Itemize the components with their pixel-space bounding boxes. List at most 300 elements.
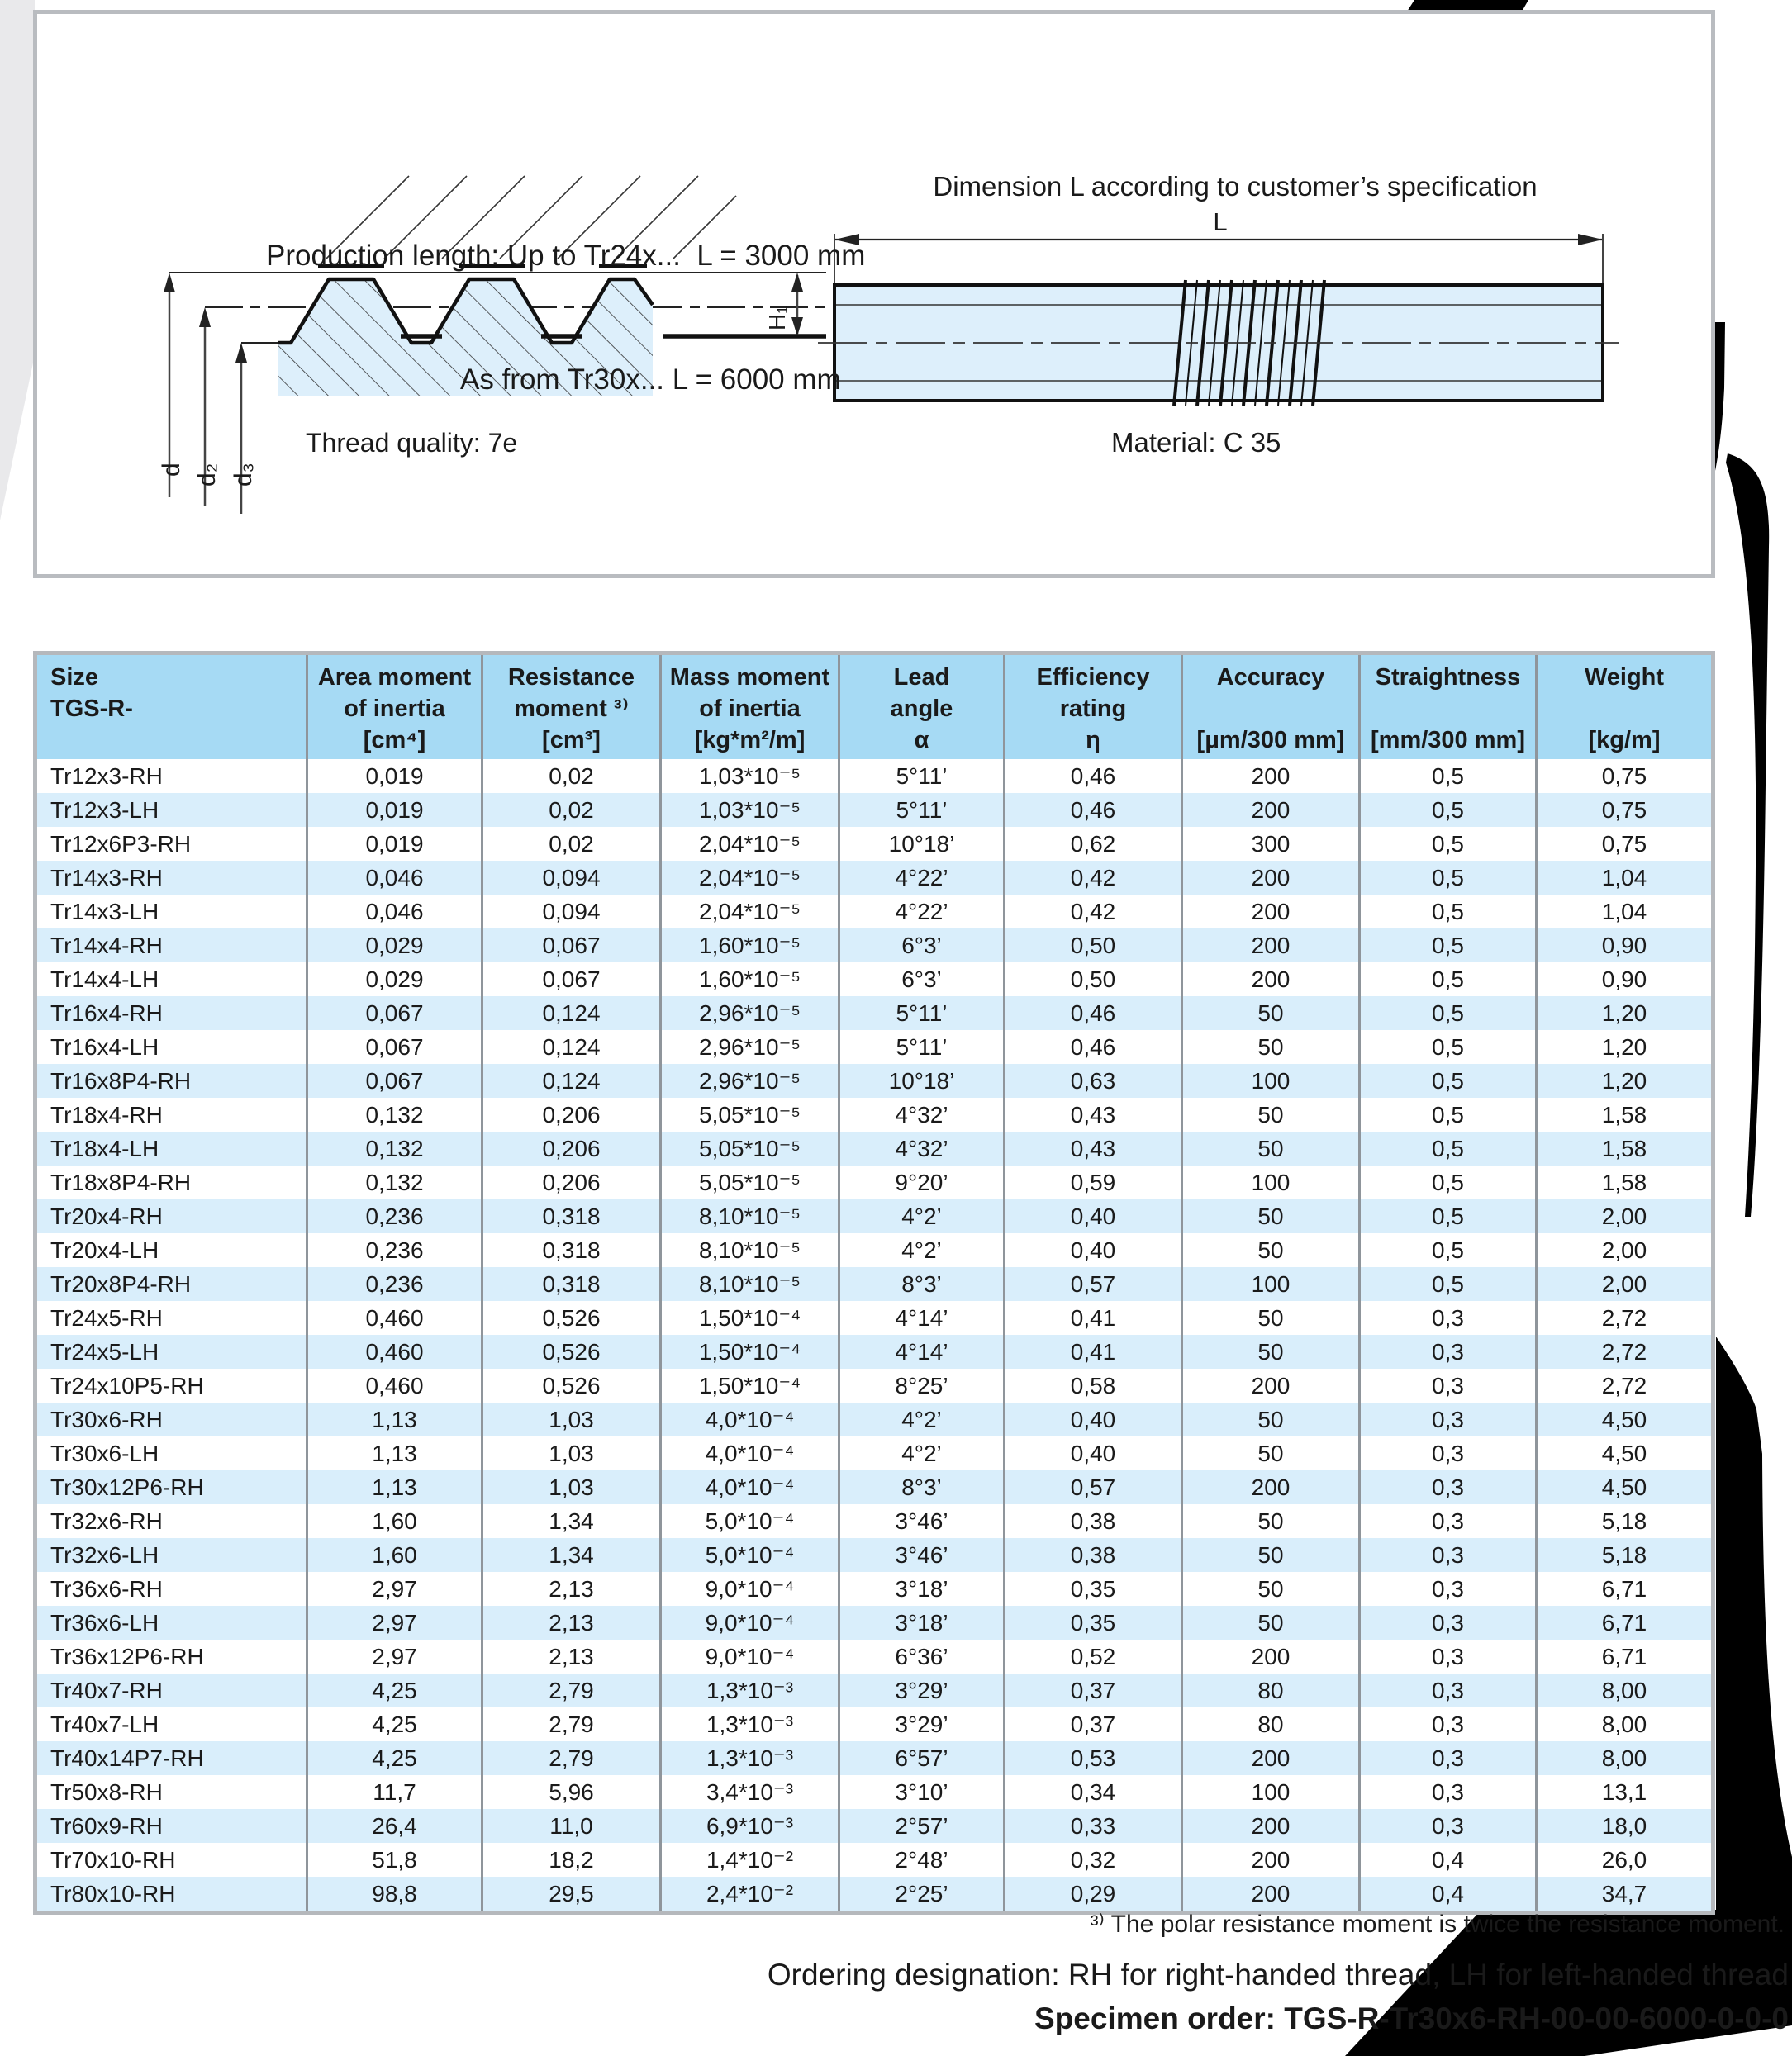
cell-accuracy: 50 — [1181, 1098, 1358, 1132]
table-row — [37, 1504, 1711, 1538]
cell-lead-angle: 4°32’ — [838, 1098, 1003, 1132]
cell-mass-moment: 2,4*10⁻² — [659, 1877, 838, 1911]
cell-lead-angle: 5°11’ — [838, 759, 1003, 793]
cell-efficiency-rating: 0,57 — [1003, 1470, 1181, 1504]
cell-mass-moment: 8,10*10⁻⁵ — [659, 1267, 838, 1301]
cell-size: Tr30x6-RH — [50, 1407, 163, 1432]
cell-efficiency-rating: 0,35 — [1003, 1606, 1181, 1640]
cell-accuracy: 50 — [1181, 1403, 1358, 1436]
cell-straightness: 0,5 — [1358, 962, 1535, 996]
cell-straightness: 0,5 — [1358, 1199, 1535, 1233]
cell-weight: 8,00 — [1535, 1674, 1711, 1707]
cell-lead-angle: 2°25’ — [838, 1877, 1003, 1911]
cell-mass-moment: 9,0*10⁻⁴ — [659, 1572, 838, 1606]
cell-weight: 1,58 — [1535, 1132, 1711, 1166]
cell-resistance-moment: 0,206 — [481, 1166, 659, 1199]
cell-area-moment: 2,97 — [306, 1606, 481, 1640]
table-row — [37, 928, 1711, 962]
cell-efficiency-rating: 0,38 — [1003, 1504, 1181, 1538]
cell-size: Tr12x3-RH — [50, 763, 163, 789]
cell-weight: 2,00 — [1535, 1233, 1711, 1267]
cell-mass-moment: 2,04*10⁻⁵ — [659, 827, 838, 861]
dimension-note: Dimension L according to customer’s specification — [933, 171, 1538, 202]
cell-resistance-moment: 2,79 — [481, 1741, 659, 1775]
table-row — [37, 759, 1711, 793]
cell-efficiency-rating: 0,58 — [1003, 1369, 1181, 1403]
cell-resistance-moment: 2,13 — [481, 1572, 659, 1606]
cell-efficiency-rating: 0,46 — [1003, 1030, 1181, 1064]
column-header-resistance-moment: Resistance moment ³⁾ [cm³] — [481, 655, 659, 759]
ordering-note: Ordering designation: RH for right-handed thread, LH for left-handed thread — [767, 1958, 1789, 1992]
cell-size: Tr32x6-LH — [50, 1542, 159, 1568]
cell-size: Tr12x6P3-RH — [50, 831, 192, 857]
cell-weight: 6,71 — [1535, 1572, 1711, 1606]
table-row — [37, 1403, 1711, 1436]
cell-accuracy: 50 — [1181, 1233, 1358, 1267]
cell-area-moment: 1,60 — [306, 1504, 481, 1538]
cell-efficiency-rating: 0,35 — [1003, 1572, 1181, 1606]
cell-weight: 5,18 — [1535, 1538, 1711, 1572]
cell-area-moment: 1,13 — [306, 1436, 481, 1470]
cell-lead-angle: 4°22’ — [838, 895, 1003, 928]
production-length-line2: As from Tr30x... L = 6000 mm — [460, 363, 841, 396]
cell-size: Tr16x8P4-RH — [50, 1068, 192, 1094]
cell-lead-angle: 8°25’ — [838, 1369, 1003, 1403]
table-row — [37, 1877, 1711, 1911]
cell-accuracy: 50 — [1181, 1436, 1358, 1470]
table-row — [37, 1674, 1711, 1707]
cell-area-moment: 0,046 — [306, 861, 481, 895]
cell-weight: 1,58 — [1535, 1098, 1711, 1132]
column-header-size: Size TGS-R- — [50, 664, 133, 722]
cell-lead-angle: 6°3’ — [838, 962, 1003, 996]
cell-weight: 4,50 — [1535, 1403, 1711, 1436]
cell-size: Tr12x3-LH — [50, 797, 159, 823]
column-header-mass-moment: Mass moment of inertia [kg*m²/m] — [659, 655, 838, 759]
cell-area-moment: 0,236 — [306, 1199, 481, 1233]
cell-accuracy: 80 — [1181, 1674, 1358, 1707]
cell-efficiency-rating: 0,57 — [1003, 1267, 1181, 1301]
cell-mass-moment: 4,0*10⁻⁴ — [659, 1403, 838, 1436]
table-header-row — [37, 655, 1711, 759]
cell-efficiency-rating: 0,41 — [1003, 1335, 1181, 1369]
cell-resistance-moment: 1,34 — [481, 1504, 659, 1538]
cell-weight: 6,71 — [1535, 1606, 1711, 1640]
cell-area-moment: 0,132 — [306, 1098, 481, 1132]
cell-efficiency-rating: 0,46 — [1003, 793, 1181, 827]
cell-weight: 0,75 — [1535, 759, 1711, 793]
column-header-weight: Weight [kg/m] — [1535, 655, 1711, 759]
cell-resistance-moment: 0,318 — [481, 1267, 659, 1301]
cell-lead-angle: 4°2’ — [838, 1436, 1003, 1470]
cell-efficiency-rating: 0,59 — [1003, 1166, 1181, 1199]
cell-area-moment: 0,132 — [306, 1166, 481, 1199]
cell-weight: 0,75 — [1535, 793, 1711, 827]
cell-area-moment: 4,25 — [306, 1674, 481, 1707]
table-row — [37, 1809, 1711, 1843]
cell-straightness: 0,5 — [1358, 895, 1535, 928]
table-row — [37, 1369, 1711, 1403]
cell-mass-moment: 5,0*10⁻⁴ — [659, 1538, 838, 1572]
cell-resistance-moment: 0,318 — [481, 1199, 659, 1233]
cell-area-moment: 2,97 — [306, 1572, 481, 1606]
cell-resistance-moment: 0,526 — [481, 1369, 659, 1403]
production-length-line1: Production length: Up to Tr24x... L = 3000 mm — [266, 240, 866, 272]
cell-resistance-moment: 2,13 — [481, 1606, 659, 1640]
cell-size: Tr16x4-LH — [50, 1034, 159, 1060]
cell-weight: 1,20 — [1535, 1030, 1711, 1064]
cell-lead-angle: 3°46’ — [838, 1538, 1003, 1572]
cell-resistance-moment: 1,03 — [481, 1403, 659, 1436]
cell-straightness: 0,3 — [1358, 1606, 1535, 1640]
table-row — [37, 1132, 1711, 1166]
cell-mass-moment: 2,96*10⁻⁵ — [659, 1030, 838, 1064]
cell-resistance-moment: 0,124 — [481, 1064, 659, 1098]
cell-area-moment: 98,8 — [306, 1877, 481, 1911]
cell-accuracy: 50 — [1181, 1572, 1358, 1606]
cell-accuracy: 200 — [1181, 1741, 1358, 1775]
cell-size: Tr24x5-RH — [50, 1305, 163, 1331]
cell-lead-angle: 3°18’ — [838, 1572, 1003, 1606]
cell-lead-angle: 5°11’ — [838, 793, 1003, 827]
cell-lead-angle: 4°14’ — [838, 1301, 1003, 1335]
cell-accuracy: 100 — [1181, 1267, 1358, 1301]
cell-area-moment: 0,067 — [306, 1030, 481, 1064]
cell-mass-moment: 2,96*10⁻⁵ — [659, 996, 838, 1030]
cell-straightness: 0,5 — [1358, 928, 1535, 962]
cell-weight: 1,04 — [1535, 861, 1711, 895]
cell-efficiency-rating: 0,42 — [1003, 895, 1181, 928]
cell-mass-moment: 9,0*10⁻⁴ — [659, 1640, 838, 1674]
table-row — [37, 1843, 1711, 1877]
cell-resistance-moment: 29,5 — [481, 1877, 659, 1911]
cell-size: Tr50x8-RH — [50, 1779, 163, 1805]
cell-lead-angle: 9°20’ — [838, 1166, 1003, 1199]
cell-accuracy: 200 — [1181, 928, 1358, 962]
cell-size: Tr36x6-LH — [50, 1610, 159, 1636]
cell-mass-moment: 4,0*10⁻⁴ — [659, 1436, 838, 1470]
cell-size: Tr18x4-LH — [50, 1136, 159, 1161]
cell-size: Tr60x9-RH — [50, 1813, 163, 1839]
cell-mass-moment: 5,05*10⁻⁵ — [659, 1132, 838, 1166]
cell-mass-moment: 5,05*10⁻⁵ — [659, 1098, 838, 1132]
cell-accuracy: 200 — [1181, 1877, 1358, 1911]
cell-weight: 0,90 — [1535, 962, 1711, 996]
cell-lead-angle: 2°57’ — [838, 1809, 1003, 1843]
table-row — [37, 1335, 1711, 1369]
cell-straightness: 0,3 — [1358, 1707, 1535, 1741]
cell-resistance-moment: 0,094 — [481, 895, 659, 928]
cell-efficiency-rating: 0,43 — [1003, 1132, 1181, 1166]
cell-resistance-moment: 0,02 — [481, 759, 659, 793]
cell-resistance-moment: 0,526 — [481, 1301, 659, 1335]
cell-accuracy: 200 — [1181, 1640, 1358, 1674]
cell-efficiency-rating: 0,34 — [1003, 1775, 1181, 1809]
cell-efficiency-rating: 0,52 — [1003, 1640, 1181, 1674]
cell-mass-moment: 1,3*10⁻³ — [659, 1674, 838, 1707]
cell-resistance-moment: 0,124 — [481, 1030, 659, 1064]
cell-area-moment: 1,13 — [306, 1470, 481, 1504]
cell-lead-angle: 6°3’ — [838, 928, 1003, 962]
cell-mass-moment: 1,03*10⁻⁵ — [659, 793, 838, 827]
cell-mass-moment: 4,0*10⁻⁴ — [659, 1470, 838, 1504]
cell-lead-angle: 3°10’ — [838, 1775, 1003, 1809]
right-black-crescent — [1726, 453, 1769, 1217]
cell-efficiency-rating: 0,32 — [1003, 1843, 1181, 1877]
cell-size: Tr30x6-LH — [50, 1441, 159, 1466]
cell-mass-moment: 1,3*10⁻³ — [659, 1707, 838, 1741]
cell-efficiency-rating: 0,40 — [1003, 1233, 1181, 1267]
cell-lead-angle: 5°11’ — [838, 1030, 1003, 1064]
cell-efficiency-rating: 0,50 — [1003, 962, 1181, 996]
cell-size: Tr18x8P4-RH — [50, 1170, 192, 1195]
cell-lead-angle: 8°3’ — [838, 1470, 1003, 1504]
cell-weight: 2,72 — [1535, 1301, 1711, 1335]
cell-resistance-moment: 5,96 — [481, 1775, 659, 1809]
cell-area-moment: 0,019 — [306, 759, 481, 793]
cell-straightness: 0,3 — [1358, 1809, 1535, 1843]
column-header-lead-angle: Lead angle α — [838, 655, 1003, 759]
cell-lead-angle: 4°2’ — [838, 1199, 1003, 1233]
cell-weight: 2,00 — [1535, 1199, 1711, 1233]
cell-straightness: 0,5 — [1358, 793, 1535, 827]
cell-weight: 2,00 — [1535, 1267, 1711, 1301]
cell-straightness: 0,5 — [1358, 1132, 1535, 1166]
table-body — [37, 759, 1711, 1911]
cell-resistance-moment: 0,067 — [481, 962, 659, 996]
cell-lead-angle: 6°36’ — [838, 1640, 1003, 1674]
cell-straightness: 0,5 — [1358, 861, 1535, 895]
cell-lead-angle: 4°14’ — [838, 1335, 1003, 1369]
cell-mass-moment: 1,50*10⁻⁴ — [659, 1369, 838, 1403]
cell-weight: 5,18 — [1535, 1504, 1711, 1538]
cell-size: Tr40x7-LH — [50, 1712, 159, 1737]
column-header-accuracy: Accuracy [μm/300 mm] — [1181, 655, 1358, 759]
cell-mass-moment: 3,4*10⁻³ — [659, 1775, 838, 1809]
cell-accuracy: 200 — [1181, 895, 1358, 928]
cell-straightness: 0,3 — [1358, 1640, 1535, 1674]
cell-weight: 1,20 — [1535, 996, 1711, 1030]
cell-lead-angle: 3°46’ — [838, 1504, 1003, 1538]
cell-size: Tr16x4-RH — [50, 1000, 163, 1026]
cell-size: Tr14x4-RH — [50, 933, 163, 958]
h1-label: H₁ — [764, 306, 790, 330]
cell-mass-moment: 5,05*10⁻⁵ — [659, 1166, 838, 1199]
cell-size: Tr36x12P6-RH — [50, 1644, 204, 1669]
cell-resistance-moment: 18,2 — [481, 1843, 659, 1877]
cell-size: Tr20x8P4-RH — [50, 1271, 192, 1297]
cell-resistance-moment: 0,206 — [481, 1132, 659, 1166]
cell-efficiency-rating: 0,40 — [1003, 1436, 1181, 1470]
cell-lead-angle: 4°22’ — [838, 861, 1003, 895]
corner-gray-wedge — [0, 0, 35, 520]
cell-accuracy: 50 — [1181, 1504, 1358, 1538]
cell-size: Tr20x4-RH — [50, 1204, 163, 1229]
table-row — [37, 1640, 1711, 1674]
cell-lead-angle: 4°32’ — [838, 1132, 1003, 1166]
cell-area-moment: 0,067 — [306, 1064, 481, 1098]
cell-accuracy: 50 — [1181, 1335, 1358, 1369]
cell-lead-angle: 10°18’ — [838, 827, 1003, 861]
cell-accuracy: 200 — [1181, 759, 1358, 793]
cell-size: Tr80x10-RH — [50, 1881, 176, 1906]
cell-accuracy: 50 — [1181, 1199, 1358, 1233]
cell-mass-moment: 1,4*10⁻² — [659, 1843, 838, 1877]
cell-weight: 2,72 — [1535, 1335, 1711, 1369]
cell-straightness: 0,3 — [1358, 1470, 1535, 1504]
cell-straightness: 0,3 — [1358, 1403, 1535, 1436]
cell-accuracy: 200 — [1181, 962, 1358, 996]
cell-weight: 13,1 — [1535, 1775, 1711, 1809]
cell-mass-moment: 5,0*10⁻⁴ — [659, 1504, 838, 1538]
cell-mass-moment: 8,10*10⁻⁵ — [659, 1233, 838, 1267]
cell-resistance-moment: 0,067 — [481, 928, 659, 962]
cell-accuracy: 100 — [1181, 1775, 1358, 1809]
table-row — [37, 1707, 1711, 1741]
cell-efficiency-rating: 0,29 — [1003, 1877, 1181, 1911]
cell-mass-moment: 1,3*10⁻³ — [659, 1741, 838, 1775]
table-row — [37, 1775, 1711, 1809]
cell-area-moment: 51,8 — [306, 1843, 481, 1877]
cell-straightness: 0,5 — [1358, 996, 1535, 1030]
cell-size: Tr14x4-LH — [50, 966, 159, 992]
cell-area-moment: 2,97 — [306, 1640, 481, 1674]
cell-mass-moment: 1,50*10⁻⁴ — [659, 1301, 838, 1335]
cell-straightness: 0,3 — [1358, 1504, 1535, 1538]
table-row — [37, 962, 1711, 996]
cell-lead-angle: 3°18’ — [838, 1606, 1003, 1640]
cell-size: Tr24x5-LH — [50, 1339, 159, 1365]
cell-straightness: 0,5 — [1358, 1166, 1535, 1199]
cell-resistance-moment: 1,34 — [481, 1538, 659, 1572]
table-row — [37, 1233, 1711, 1267]
cell-efficiency-rating: 0,43 — [1003, 1098, 1181, 1132]
cell-weight: 34,7 — [1535, 1877, 1711, 1911]
spindle-drawing — [818, 171, 1619, 458]
cell-weight: 1,20 — [1535, 1064, 1711, 1098]
table-row — [37, 1538, 1711, 1572]
cell-efficiency-rating: 0,38 — [1003, 1538, 1181, 1572]
cell-area-moment: 0,019 — [306, 827, 481, 861]
cell-efficiency-rating: 0,42 — [1003, 861, 1181, 895]
cell-size: Tr20x4-LH — [50, 1237, 159, 1263]
cell-accuracy: 200 — [1181, 861, 1358, 895]
cell-accuracy: 50 — [1181, 1606, 1358, 1640]
d-label: d — [158, 463, 185, 477]
cell-accuracy: 200 — [1181, 1843, 1358, 1877]
cell-resistance-moment: 0,526 — [481, 1335, 659, 1369]
cell-area-moment: 0,460 — [306, 1301, 481, 1335]
cell-weight: 18,0 — [1535, 1809, 1711, 1843]
cell-efficiency-rating: 0,37 — [1003, 1707, 1181, 1741]
table-row — [37, 1166, 1711, 1199]
cell-straightness: 0,3 — [1358, 1775, 1535, 1809]
cell-weight: 1,04 — [1535, 895, 1711, 928]
column-header-area-moment: Area moment of inertia [cm⁴] — [306, 655, 481, 759]
cell-area-moment: 0,029 — [306, 928, 481, 962]
cell-accuracy: 100 — [1181, 1064, 1358, 1098]
cell-area-moment: 0,046 — [306, 895, 481, 928]
cell-lead-angle: 6°57’ — [838, 1741, 1003, 1775]
cell-straightness: 0,5 — [1358, 1233, 1535, 1267]
table-row — [37, 1267, 1711, 1301]
cell-weight: 6,71 — [1535, 1640, 1711, 1674]
cell-straightness: 0,3 — [1358, 1369, 1535, 1403]
cell-mass-moment: 8,10*10⁻⁵ — [659, 1199, 838, 1233]
cell-weight: 1,58 — [1535, 1166, 1711, 1199]
cell-mass-moment: 1,60*10⁻⁵ — [659, 928, 838, 962]
cell-efficiency-rating: 0,53 — [1003, 1741, 1181, 1775]
cell-efficiency-rating: 0,50 — [1003, 928, 1181, 962]
cell-weight: 4,50 — [1535, 1436, 1711, 1470]
table-row — [37, 1064, 1711, 1098]
cell-size: Tr14x3-RH — [50, 865, 163, 890]
cell-weight: 26,0 — [1535, 1843, 1711, 1877]
cell-straightness: 0,5 — [1358, 1064, 1535, 1098]
cell-lead-angle: 4°2’ — [838, 1233, 1003, 1267]
d2-label: d₂ — [193, 463, 221, 487]
cell-resistance-moment: 0,206 — [481, 1098, 659, 1132]
cell-accuracy: 200 — [1181, 1470, 1358, 1504]
column-header-straightness: Straightness [mm/300 mm] — [1358, 655, 1535, 759]
cell-resistance-moment: 0,02 — [481, 827, 659, 861]
cell-mass-moment: 1,50*10⁻⁴ — [659, 1335, 838, 1369]
table-row — [37, 827, 1711, 861]
cell-resistance-moment: 0,318 — [481, 1233, 659, 1267]
table-row — [37, 1301, 1711, 1335]
table-row — [37, 1572, 1711, 1606]
material-label: Material: C 35 — [1111, 427, 1281, 458]
cell-straightness: 0,3 — [1358, 1674, 1535, 1707]
production-length-note — [266, 153, 865, 483]
cell-efficiency-rating: 0,40 — [1003, 1403, 1181, 1436]
cell-straightness: 0,5 — [1358, 827, 1535, 861]
cell-area-moment: 26,4 — [306, 1809, 481, 1843]
table-row — [37, 861, 1711, 895]
cell-accuracy: 200 — [1181, 1369, 1358, 1403]
cell-accuracy: 200 — [1181, 1809, 1358, 1843]
cell-mass-moment: 1,60*10⁻⁵ — [659, 962, 838, 996]
cell-lead-angle: 2°48’ — [838, 1843, 1003, 1877]
cell-size: Tr40x14P7-RH — [50, 1745, 204, 1771]
cell-size: Tr18x4-RH — [50, 1102, 163, 1128]
cell-resistance-moment: 0,02 — [481, 793, 659, 827]
cell-size: Tr30x12P6-RH — [50, 1474, 204, 1500]
cell-lead-angle: 8°3’ — [838, 1267, 1003, 1301]
cell-weight: 0,90 — [1535, 928, 1711, 962]
cell-area-moment: 11,7 — [306, 1775, 481, 1809]
cell-mass-moment: 2,04*10⁻⁵ — [659, 861, 838, 895]
d3-label: d₃ — [230, 463, 257, 487]
length-label: L — [1213, 207, 1228, 236]
cell-resistance-moment: 2,79 — [481, 1707, 659, 1741]
cell-resistance-moment: 2,79 — [481, 1674, 659, 1707]
cell-area-moment: 4,25 — [306, 1707, 481, 1741]
cell-straightness: 0,4 — [1358, 1877, 1535, 1911]
spec-table — [33, 651, 1715, 1915]
cell-accuracy: 50 — [1181, 1538, 1358, 1572]
table-row — [37, 1030, 1711, 1064]
cell-resistance-moment: 1,03 — [481, 1436, 659, 1470]
cell-accuracy: 80 — [1181, 1707, 1358, 1741]
cell-resistance-moment: 1,03 — [481, 1470, 659, 1504]
cell-efficiency-rating: 0,63 — [1003, 1064, 1181, 1098]
cell-weight: 8,00 — [1535, 1741, 1711, 1775]
cell-straightness: 0,5 — [1358, 759, 1535, 793]
cell-area-moment: 0,236 — [306, 1267, 481, 1301]
cell-lead-angle: 4°2’ — [838, 1403, 1003, 1436]
footnote: ³⁾ The polar resistance moment is twice the resistance moment. — [1090, 1911, 1785, 1938]
